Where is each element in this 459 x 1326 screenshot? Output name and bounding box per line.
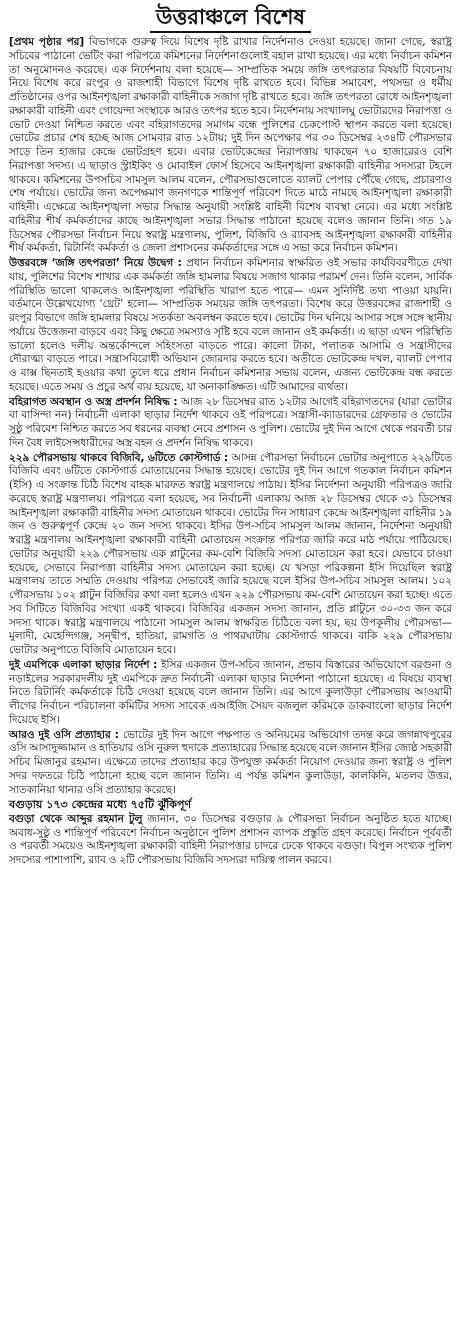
article-paragraph	[9, 257, 452, 395]
paragraph-lead: উত্তরবঙ্গে ‘জঙ্গি তৎপরতা’ নিয়ে উদ্বেগ :	[9, 257, 187, 269]
article-paragraph	[9, 36, 452, 256]
paragraph-text: জানান, ৩০ ডিসেম্বর বগুড়ার ৯ পৌরসভা নির্বাচন অনুষ্ঠিত হতে যাচ্ছে। অবাধ-সুষ্ঠু ও শান্তিপূর্ণ পরিবেশে নির্বাচন অনুষ্ঠানে পুলিশ প্রশাসন ব্যাপক প্রস্তুতি গ্রহণ করেছে। নির্বাচন পূর্ববর্তী ও পরবর্তী সময়েও আইনশৃঙ্খলা রক্ষাকারী বাহিনী নিরাপত্তার চাদরে ঢেকে থাকবে বগুড়া। বিপুল সংখ্যক পুলিশ সদস্যের পাশাপাশি, র‍্যাব ও ২টি পৌরসভায় বিজিবি সদস্যরা দায়িত্ব পালন করবে।	[9, 812, 452, 866]
headline-row	[9, 4, 452, 33]
article-paragraph	[9, 659, 452, 728]
article-paragraph	[9, 452, 452, 658]
paragraph-lead: [প্রথম পৃষ্ঠার পর]	[9, 36, 90, 48]
paragraph-lead: বগুড়া থেকে আব্দুর রহমান টুলু	[9, 812, 148, 825]
paragraph-text: প্রধান নির্বাচন কমিশনার স্বাক্ষরিত ওই সভার কার্যবিবরণীতে দেখা যায়, পুলিশের বিশেষ শাখার এক কর্মকর্তা জঙ্গি হামলার বিষয়ে সজাগ থাকার পরামর্শ দেন। তিনি বলেন, সার্বিক পরিস্থিতি ভালো থাকলেও আইনশৃঙ্খলা পরিস্থিতি খারাপ হতে পারে— এমন সুনির্দিষ্ট তথ্য পাওয়া যায়নি। বর্তমানে উল্লেখযোগ্য ‘থ্রেট’ হলো— সাম্প্রতিক সময়ের জঙ্গি তৎপরতা। বিশেষ করে উত্তরবঙ্গের রাজশাহী ও রংপুর বিভাগে জঙ্গি হামলার বিষয়ে সতর্কতা অবলম্বন করতে হবে। ভোটের দিন ঘনিয়ে আসার সঙ্গে সঙ্গে স্থানীয় পর্যায়ে উত্তেজনা বাড়বে এবং কিছু ক্ষেত্রে সমস্যাও সৃষ্টি হবে বলে জানান ওই কর্মকর্তা। এ ছাড়া এখন পরিস্থিতি ভালো হলেও দলীয় অন্তর্কোন্দলে সহিংসতা বাড়তে পারে। কালো টাকা, পলাতক আসামি ও সন্ত্রাসীদের দৌরাত্ম্য বাড়তে পারে। সন্ত্রাসবিরোধী অভিযান জোরদার করতে হবে। অতীতে ভোটকেন্দ্র দখল, ব্যালট পেপার ও বাক্স ছিনতাই হওয়ার কথা তুলে ধরে প্রধান নির্বাচন কমিশনার সভায় বলেন, এজন্য ভোটকেন্দ্র বন্ধ করতে হয়েছে। এতে সময় ও প্রচুর অর্থ ব্যয় হয়েছে, যা অনাকাঙ্ক্ষিত। এটি আমাদের ব্যর্থতা।	[9, 257, 452, 393]
paragraph-lead: বহিরাগত অবস্থান ও অস্ত্র প্রদর্শন নিষিদ্ধ :	[9, 395, 182, 408]
paragraph-lead: দুই এমপিকে এলাকা ছাড়ার নির্দেশ :	[9, 658, 162, 671]
headline: উত্তরাঞ্চলে বিশেষ	[150, 4, 311, 33]
section-subheading: বগুড়ায় ১৭৩ কেন্দ্রের মধ্যে ৭৫টি ঝুঁকিপূর্ণ	[9, 798, 192, 812]
paragraph-text: আজ ২৮ ডিসেম্বর রাত ১২টার আগেই বহিরাগতদের (যারা ভোটার বা বাসিন্দা নন) নির্বাচনী এলাকা ছাড়ার নির্দেশ থাকবে ওই পরিপত্রে। সন্ত্রাসী-ক্যাডারদের গ্রেফতার ও ভোটের সুষ্ঠু পরিবেশ নিশ্চিত করতে সব ধরনের ব্যবস্থা নেবে প্রশাসন ও পুলিশ। ভোটের দুই দিন আগে থেকে পরবর্তী চার দিন বৈধ লাইসেন্সধারীদের অস্ত্র বহন ও প্রদর্শন নিষিদ্ধ থাকবে।	[9, 395, 452, 449]
article-paragraph	[9, 813, 452, 868]
paragraph-text: বিভাগকে গুরুত্ব দিয়ে বিশেষ দৃষ্টি রাখার নির্দেশনাও দেওয়া হয়েছে। জানা গেছে, স্বরাষ্ট্র সচিবের পাঠানো ভেটিং করা পরিপত্রে কমিশনের নির্দেশনাগুলোই বহাল রাখা হয়েছে। এর মধ্যে নির্বাচন কমিশন তা অনুমোদনও করেছে। এক নির্দেশনায় বলা হয়েছে— সাম্প্রতিক সময়ে জঙ্গি তৎপরতার বিষয়টি বিবেচনায় নিয়ে বিশেষ করে রংপুর ও রাজশাহী বিভাগে বিশেষ দৃষ্টি রাখতে হবে। বিভিন্ন সমাবেশ, পথসভা ও ধর্মীয় প্রতিষ্ঠানের ওপর আইনশৃঙ্খলা রক্ষাকারী বাহিনীকে সজাগ দৃষ্টি রাখতে হবে। জঙ্গি তৎপরতা রোধে আইনশৃঙ্খলা রক্ষাকারী বাহিনী এবং গোয়েন্দা সংস্থাকে আরও তৎপর হতে হবে। নির্দেশনায় সংখ্যালঘু ভোটারদের নিরাপত্তা ও ভোট দেওয়া নিশ্চিত করতে এবং বহিরাগতদের সমাগম বন্ধে পুলিশের চেকপোস্ট স্থাপন করতে বলা হয়েছে। ভোটের প্রচার শেষ হচ্ছে আজ সোমবার রাত ১২টায়; দুই দিন অপেক্ষার পর ৩০ ডিসেম্বর ২৩৪টি পৌরসভার সাড়ে তিন হাজার কেন্দ্রে ভোটগ্রহণ হবে। এবার ভোটকেন্দ্রের নিরাপত্তায় থাকছেন ৭০ হাজারেরও বেশি নিরাপত্তা সদস্য। এ ছাড়াও স্ট্রাইকিং ও মোবাইল ফোর্স হিসেবে আইনশৃঙ্খলা রক্ষাকারী বাহিনীর সদস্যরা টহলে থাকবে। কমিশনের উপসচিব সামসুল আলম বলেন, পৌরসভাগুলোতে ব্যালট পেপার পৌঁছে গেছে, প্রচারণাও শেষ পর্যায়ে। ভোটের জন্য অপেক্ষমাণ জনগণকে শান্তিপূর্ণ পরিবেশ দিতে মাঠে নামছে আইনশৃঙ্খলা রক্ষাকারী বাহিনী। এক্ষেত্রে আইনশৃঙ্খলা সভার সিদ্ধান্ত অনুযায়ী সংশ্লিষ্ট বাহিনী বিশেষ ব্যবস্থা নেবে। এর মধ্যে সংশ্লিষ্ট বাহিনীর শীর্ষ কর্মকর্তাদের কাছে আইনশৃঙ্খলা সভার সিদ্ধান্ত পাঠানো হয়েছে বলেও জানান তিনি। গত ১৯ ডিসেম্বর পৌরসভা নির্বাচন নিয়ে স্বরাষ্ট্র মন্ত্রণালয়, পুলিশ, বিজিবি ও র‍্যাবসহ আইনশৃঙ্খলা রক্ষাকারী বাহিনীর শীর্ষ কর্মকর্তা, রিটার্নিং কর্মকর্তা ও জেলা প্রশাসনের কর্মকর্তাদের সঙ্গে এ সভা করে নির্বাচন কমিশন।	[9, 36, 452, 255]
paragraph-text: আসন্ন পৌরসভা নির্বাচনে ভোটার অনুপাতে ২২৯টিতে বিজিবি এবং ৬টিতে কোস্টগার্ড মোতায়েনের সিদ্ধান্ত হয়েছে। ভোটের দুই দিন আগে গতকাল নির্বাচন কমিশন (ইসি) এ সংক্রান্ত চিঠি বিশেষ বাহক মারফত স্বরাষ্ট্র মন্ত্রণালয়ে পাঠায়। ইসির নির্দেশনা অনুযায়ী পরিপত্রও জারি করেছে স্বরাষ্ট্র মন্ত্রণালয়। পরিপত্রে বলা হয়েছে, সব নির্বাচনী এলাকায় আজ ২৮ ডিসেম্বর থেকে ৩১ ডিসেম্বর আইনশৃঙ্খলা রক্ষাকারী বাহিনীর সদস্য মোতায়েন থাকবে। ভোটের দিন সাধারণ কেন্দ্রে আইনশৃঙ্খলা বাহিনীর ১৯ জন ও গুরুত্বপূর্ণ কেন্দ্রে ২০ জন সদস্য থাকবে। ইসির উপ-সচিব সামসুল আলম জানান, নির্দেশনা অনুযায়ী স্বরাষ্ট্র মন্ত্রণালয় আইনশৃঙ্খলা রক্ষাকারী বাহিনী মোতায়েন সংক্রান্ত পরিপত্র জারি করে মাঠ পর্যায়ে পাঠিয়েছে। ভোটার অনুযায়ী ২২৯ পৌরসভায় এক প্লাটুনের কম-বেশি বিজিবি সদস্য মোতায়েন করা হবে। যেভাবে চাওয়া হয়েছে, সেভাবে নিরাপত্তা বাহিনীর সদস্য মোতায়েন করা হচ্ছে। যে খসড়া পরিকল্পনা ইসি দিয়েছিল স্বরাষ্ট্র মন্ত্রণালয় তাতে সম্মতি দেওয়ায় পরিপত্র সেভাবেই জারি হয়েছে বলে ইসির উপ-সচিব সামসুল আলম। ১০২ পৌরসভায় ১০২ প্লাটুন বিজিবির কথা বলা হলেও এখন ২২৯ পৌরসভায় কম-বেশি মোতায়েন করা হচ্ছে। এতে সব সিটিতে বিজিবির সংখ্যা একই থাকবে। বিজিবির একজন সদস্য জানান, প্রতি প্লাটুনে ৩০-৩৩ জন করে সদস্য থাকে। স্বরাষ্ট্র মন্ত্রণালয়ে পাঠানো সামসুল আলম স্বাক্ষরিত চিঠিতে বলা হয়, ছয় উপকূলীয় পৌরসভা— মুলাদী, মেহেন্দিগঞ্জ, সন্দ্বীপ, হাতিয়া, রামগতি ও পাথরঘাটায় কোস্টগার্ড থাকবে। বাকি ২২৯ পৌরসভায় ভোটার অনুপাতে বিজিবি মোতায়েন হবে।	[9, 451, 452, 656]
paragraph-text: ভোটের দুই দিন আগে পক্ষপাত ও অনিয়মের অভিযোগ তদন্ত করে জগন্নাথপুরের ওসি আসাদুজ্জামান ও হাতিয়ার ওসি নুরুল হুদাকে প্রত্যাহারের সিদ্ধান্ত হয়েছে বলে জানান ইসির জ্যেষ্ঠ সহকারী সচিব মিজানুর রহমান। এক্ষেত্রে তাদের প্রত্যাহার করে উপযুক্ত কর্মকর্তা নিয়োগ দেওয়ার জন্য স্বরাষ্ট্র ও পুলিশ সদর দফতরে চিঠি পাঠানো হচ্ছে বলে জানান তিনি। এ পর্যন্ত কমিশন কুলাউড়া, কালকিনি, মতলব উত্তর, সাতকানিয়া থানার ওসি প্রত্যাহার করেছে।	[9, 728, 453, 796]
paragraph-lead: ২২৯ পৌরসভায় থাকবে বিজিবি, ৬টিতে কোস্টগার্ড :	[9, 451, 232, 464]
article-paragraph	[9, 396, 452, 451]
paragraph-text: ইসির একজন উপ-সচিব জানান, প্রভাব বিস্তারের অভিযোগে বরগুনা ও নড়াইলের সরকারদলীয় দুই এমপিকে দ্রুত নির্বাচনী এলাকা ছাড়ার নির্দেশনা পাঠানো হয়েছে। এ বিষয়ে ব্যবস্থা নিতে রিটার্নিং কর্মকর্তাকে চিঠি দেওয়া হয়েছে বলে জানান তিনি। এর আগে কুলাউড়া পৌরসভায় আওয়ামী লীগের নির্বাচন পরিচালনা কমিটির সদস্য সাবেক এআইজি সৈয়দ বজলুল করিমকে ডাকবাংলো ছাড়ার নির্দেশ দিয়েছে ইসি।	[9, 658, 452, 726]
article-paragraph	[9, 729, 452, 798]
paragraph-lead: আরও দুই ওসি প্রত্যাহার :	[9, 728, 123, 741]
